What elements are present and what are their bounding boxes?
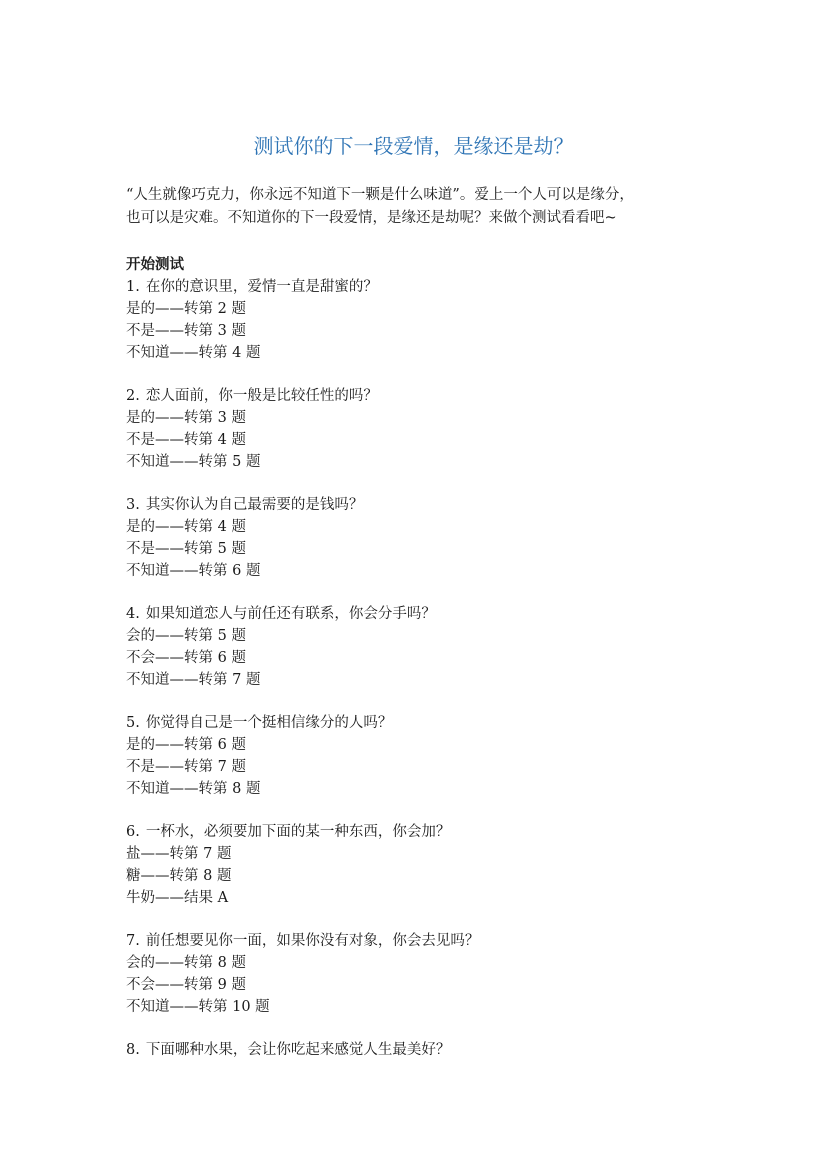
question-block <box>126 385 727 473</box>
question-number: 2. <box>126 388 140 404</box>
question-number: 3. <box>126 497 140 513</box>
question-block <box>126 494 727 582</box>
question-label: 如果知道恋人与前任还有联系，你会分手吗？ <box>145 606 436 622</box>
answer-option: 糖——转第 8 题 <box>126 868 232 884</box>
answer-option: 不是——转第 5 题 <box>126 541 246 557</box>
question-number: 1. <box>126 279 140 295</box>
question-label: 你觉得自己是一个挺相信缘分的人吗？ <box>145 715 393 731</box>
answer-option: 是的——转第 6 题 <box>126 737 246 753</box>
question-block <box>126 930 727 1018</box>
answer-option: 不知道——转第 10 题 <box>126 999 270 1015</box>
answer-option: 是的——转第 4 题 <box>126 519 246 535</box>
question-label: 其实你认为自己最需要的是钱吗？ <box>145 497 364 513</box>
section-heading: 开始测试 <box>126 257 184 273</box>
answer-option: 牛奶——结果 A <box>126 890 229 906</box>
question-block <box>126 276 727 364</box>
answer-option: 是的——转第 3 题 <box>126 410 246 426</box>
question-label: 一杯水，必须要加下面的某一种东西，你会加？ <box>145 824 451 840</box>
question-block <box>126 712 727 800</box>
question-text <box>126 276 727 298</box>
answer-option: 不知道——转第 7 题 <box>126 672 261 688</box>
question-list <box>126 276 727 1061</box>
answer-option: 不知道——转第 4 题 <box>126 345 261 361</box>
question-text <box>126 712 727 734</box>
question-text <box>126 494 727 516</box>
question-block <box>126 1039 727 1061</box>
question-label: 恋人面前，你一般是比较任性的吗？ <box>145 388 378 404</box>
answer-option: 不会——转第 6 题 <box>126 650 246 666</box>
question-text <box>126 821 727 843</box>
question-number: 6. <box>126 824 140 840</box>
answer-option: 不知道——转第 6 题 <box>126 563 261 579</box>
answer-option: 是的——转第 2 题 <box>126 301 246 317</box>
answer-option: 不是——转第 3 题 <box>126 323 246 339</box>
question-number: 7. <box>126 933 140 949</box>
intro-line: “人生就像巧克力，你永远不知道下一颗是什么味道”。爱上一个人可以是缘分， <box>126 187 634 203</box>
answer-option: 会的——转第 8 题 <box>126 955 246 971</box>
question-label: 前任想要见你一面，如果你没有对象，你会去见吗？ <box>145 933 480 949</box>
answer-option: 不知道——转第 8 题 <box>126 781 261 797</box>
answer-option: 不是——转第 4 题 <box>126 432 246 448</box>
intro-line: 也可以是灾难。不知道你的下一段爱情，是缘还是劫呢？来做个测试看看吧~ <box>126 210 617 226</box>
question-block <box>126 603 727 691</box>
question-block <box>126 821 727 909</box>
question-number: 5. <box>126 715 140 731</box>
question-text <box>126 603 727 625</box>
question-text <box>126 385 727 407</box>
question-number: 8. <box>126 1042 140 1058</box>
answer-option: 不是——转第 7 题 <box>126 759 246 775</box>
answer-option: 不会——转第 9 题 <box>126 977 246 993</box>
document-title: 测试你的下一段爱情，是缘还是劫？ <box>253 134 574 158</box>
question-label: 下面哪种水果，会让你吃起来感觉人生最美好？ <box>145 1042 451 1058</box>
answer-option: 会的——转第 5 题 <box>126 628 246 644</box>
question-text <box>126 930 727 952</box>
answer-option: 不知道——转第 5 题 <box>126 454 261 470</box>
intro-paragraph <box>126 184 716 230</box>
answer-option: 盐——转第 7 题 <box>126 846 232 862</box>
question-text <box>126 1039 727 1061</box>
question-label: 在你的意识里，爱情一直是甜蜜的？ <box>145 279 378 295</box>
question-number: 4. <box>126 606 140 622</box>
